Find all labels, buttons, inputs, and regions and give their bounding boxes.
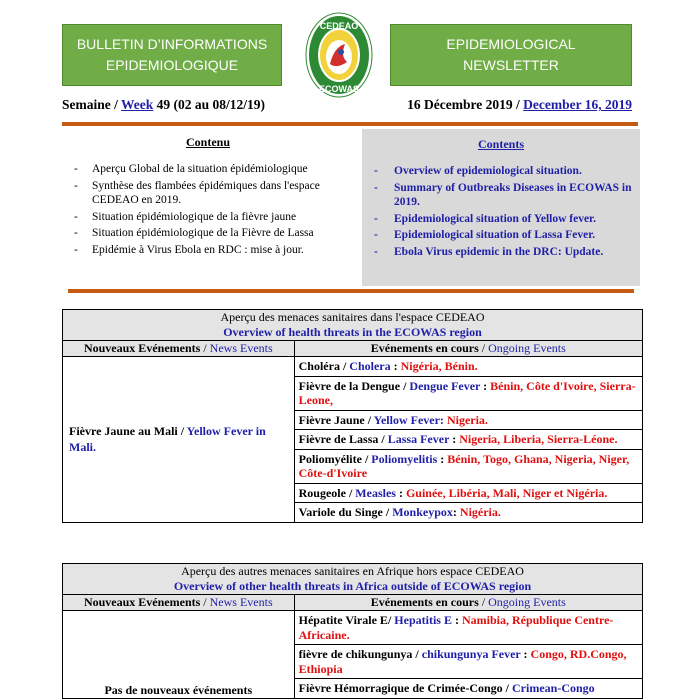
logo-text-ecowas: ECOWAS [318,84,360,94]
date-fr: 16 Décembre 2019 [407,97,513,112]
list-item: - Ebola Virus epidemic in the DRC: Update. [362,245,640,260]
ecowas-threats-table [62,309,643,523]
date-en: December 16, 2019 [523,97,632,112]
table-title-en: Overview of health threats in the ECOWAS region [223,325,482,339]
table-title-en: Overview of other health threats in Africa outside of ECOWAS region [173,579,532,593]
week-sep: / [114,97,118,112]
contents-en-box [362,129,640,286]
ongoing-event: Variole du Singe / Monkeypox: Nigéria. [294,503,642,523]
ongoing-event: fièvre de chikungunya / chikungunya Fever : Congo, RD.Congo, Ethiopia [294,645,642,679]
new-event-fr: Fièvre Jaune au Mali [69,424,178,439]
africa-threats-table [62,563,643,699]
list-item: - Aperçu Global de la situation épidémiologique [62,162,354,177]
ongoing-event: Fièvre de la Dengue / Dengue Fever : Bénin, Côte d'Ivoire, Sierra-Leone, [294,376,642,410]
contents-fr-title: Contenu [185,135,230,149]
column-header-new: Nouveaux Evénements / News Events [63,595,295,611]
banner-bulletin-fr [62,24,282,86]
table-title-fr: Aperçu des menaces sanitaires dans l'espace CEDEAO [220,310,485,324]
contents-fr-box [62,129,354,286]
list-item: - Epidemiological situation of Yellow fever. [362,212,640,227]
col-fr: Evénements en cours [370,341,479,355]
week-fr: Semaine [62,97,111,112]
col-en: Ongoing Events [488,595,566,609]
logo-text-cedeao: CEDEAO [319,21,359,31]
column-header-new: Nouveaux Evénements / News Events [63,341,295,357]
new-event-cell [63,611,295,699]
col-fr: Nouveaux Evénements [83,341,201,355]
table-title-fr: Aperçu des autres menaces sanitaires en Afrique hors espace CEDEAO [181,564,524,578]
ongoing-event: Poliomyélite / Poliomyelitis : Bénin, Togo, Ghana, Nigeria, Niger, Côte-d'Ivoire [294,449,642,483]
week-en: Week [121,97,154,112]
banner-line: NEWSLETTER [463,57,559,73]
new-event-fr: Pas de nouveaux événements [104,682,253,697]
banner-line: BULLETIN D’INFORMATIONS [76,36,268,52]
ongoing-event: Rougeole / Measles : Guinée, Libéria, Mali, Niger et Nigéria. [294,483,642,503]
divider-bottom [68,289,634,293]
list-item: - Epidémie à Virus Ebola en RDC : mise à jour. [62,243,354,258]
ongoing-event: Fièvre Hémorragique de Crimée-Congo / Crimean-Congo [294,679,642,699]
new-event-cell: Fièvre Jaune au Mali / Yellow Fever in Mali. [63,357,295,523]
week-value: 49 (02 au 08/12/19) [156,97,266,112]
date-line [407,97,632,113]
col-en: News Events [209,595,273,609]
list-item: - Situation épidémiologique de la fièvre jaune [62,210,354,225]
col-fr: Evénements en cours [370,595,479,609]
table-row [63,357,643,377]
divider-top [62,122,638,126]
col-en: News Events [209,341,273,355]
ongoing-event: Choléra / Cholera : Nigéria, Bénin. [294,357,642,377]
table-title [63,310,643,341]
column-header-ongoing: Evénements en cours / Ongoing Events [294,341,642,357]
banner-newsletter-en [390,24,632,86]
ongoing-event: Fièvre Jaune / Yellow Fever: Nigeria. [294,410,642,430]
list-item: - Epidemiological situation of Lassa Fever. [362,228,640,243]
list-item: - Overview of epidemiological situation. [362,164,640,179]
date-sep: / [516,97,520,112]
contents-en-title: Contents [477,137,524,151]
ongoing-event: Fièvre de Lassa / Lassa Fever : Nigeria, Liberia, Sierra-Léone. [294,430,642,450]
list-item: - Situation épidémiologique de la Fièvre de Lassa [62,226,354,241]
col-fr: Nouveaux Evénements [83,595,201,609]
table-title [63,564,643,595]
list-item: - Synthèse des flambées épidémiques dans l'espace CEDEAO en 2019. [62,179,354,208]
contents-fr-list [62,162,354,257]
contents-en-list [362,164,640,259]
table-row [63,611,643,645]
list-item: - Summary of Outbreaks Diseases in ECOWAS in 2019. [362,181,640,210]
column-header-ongoing: Evénements en cours / Ongoing Events [294,595,642,611]
ongoing-event: Hépatite Virale E/ Hepatitis E : Namibia, République Centre- Africaine. [294,611,642,645]
new-event-en: Yellow Fever in Mali. [69,424,266,455]
banner-line: EPIDEMIOLOGIQUE [105,57,239,73]
week-line [62,97,265,113]
col-en: Ongoing Events [488,341,566,355]
banner-line: EPIDEMIOLOGICAL [446,36,576,52]
ecowas-logo [305,12,373,98]
